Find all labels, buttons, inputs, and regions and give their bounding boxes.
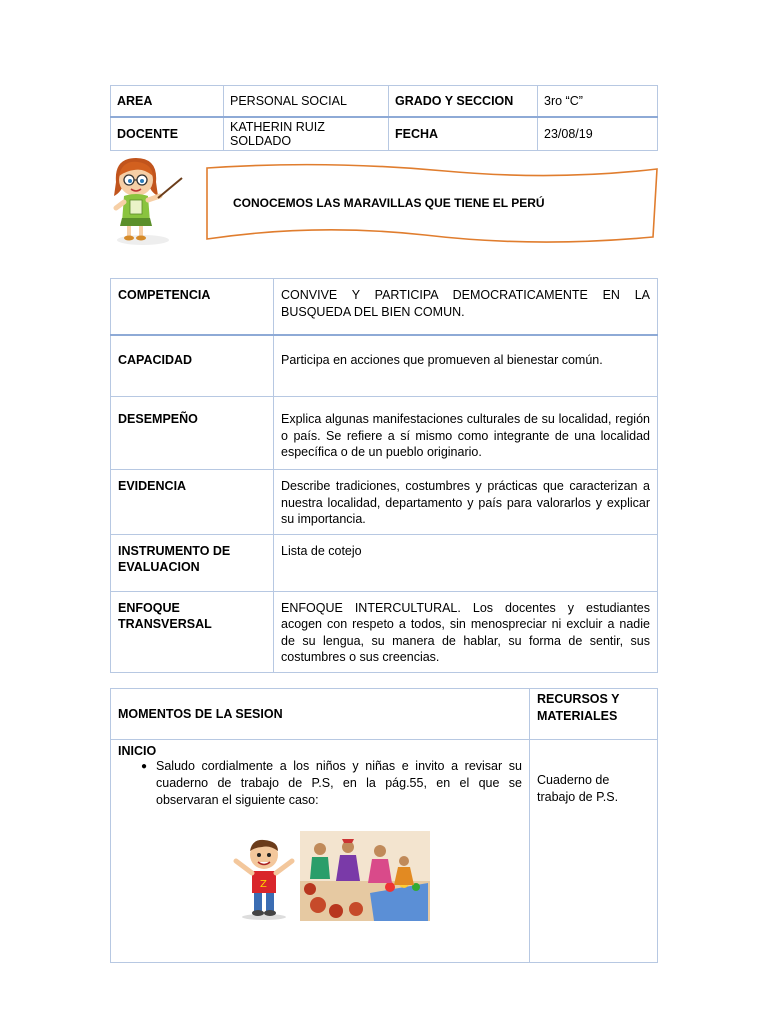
boy-cartoon-illustration	[232, 835, 296, 921]
table-row	[111, 740, 658, 963]
row-label: CAPACIDAD	[111, 335, 274, 397]
row-label: ENFOQUE TRANSVERSAL	[111, 591, 274, 672]
area-value: PERSONAL SOCIAL	[224, 86, 389, 118]
teacher-illustration	[100, 152, 186, 248]
header-table	[110, 85, 658, 151]
fecha-value: 23/08/19	[538, 117, 658, 151]
table-row	[111, 470, 658, 535]
grado-label: GRADO Y SECCION	[389, 86, 538, 118]
area-label: AREA	[111, 86, 224, 118]
row-value: Lista de cotejo	[274, 534, 658, 591]
competency-table	[110, 278, 658, 673]
resources-text: Cuaderno de trabajo de P.S.	[537, 773, 619, 804]
resources-cell	[530, 740, 658, 963]
table-row	[111, 335, 658, 397]
row-value: Explica algunas manifestaciones culturales de su localidad, región o país. Se refiere a sí mismo como integrante de una localidad específica o de un pueblo originario.	[274, 397, 658, 470]
fecha-label: FECHA	[389, 117, 538, 151]
row-label: COMPETENCIA	[111, 279, 274, 336]
table-row	[111, 534, 658, 591]
moments-cell	[111, 740, 530, 963]
row-value: ENFOQUE INTERCULTURAL. Los docentes y estudiantes acogen con respeto a todos, sin menospreciar ni excluir a nadie de su lengua, su manera de hablar, su forma de sentir, sus costumbres o sus creencias.	[274, 591, 658, 672]
table-header-row	[111, 689, 658, 740]
table-row	[111, 397, 658, 470]
inicio-heading: INICIO	[118, 744, 157, 758]
row-value: CONVIVE Y PARTICIPA DEMOCRATICAMENTE EN LA BUSQUEDA DEL BIEN COMUN.	[274, 279, 658, 336]
andean-festival-illustration	[300, 831, 430, 921]
row-label: DESEMPEÑO	[111, 397, 274, 470]
moments-table	[110, 688, 658, 963]
row-label: INSTRUMENTO DE EVALUACION	[111, 534, 274, 591]
table-row	[111, 279, 658, 336]
row-value: Participa en acciones que promueven al bienestar común.	[274, 335, 658, 397]
resources-header: RECURSOS Y MATERIALES	[530, 689, 658, 740]
grado-value: 3ro “C”	[538, 86, 658, 118]
row-value: Describe tradiciones, costumbres y prácticas que caracterizan a nuestra localidad, departamento y país para valorarlos y explicar su importancia.	[274, 470, 658, 535]
moments-header: MOMENTOS DE LA SESION	[111, 689, 530, 740]
list-item	[118, 758, 522, 809]
row-label: EVIDENCIA	[111, 470, 274, 535]
case-images	[232, 831, 522, 921]
session-title: CONOCEMOS LAS MARAVILLAS QUE TIENE EL PERÚ	[233, 196, 545, 210]
table-row	[111, 591, 658, 672]
docente-label: DOCENTE	[111, 117, 224, 151]
svg-text:Z: Z	[260, 879, 267, 890]
docente-value: KATHERIN RUIZ SOLDADO	[224, 117, 389, 151]
inicio-bullet-text: Saludo cordialmente a los niños y niñas e invito a revisar su cuaderno de trabajo de P.S, en la pág.55, en el que se observaran el siguiente caso:	[156, 759, 522, 807]
bullet-icon: ●	[140, 761, 148, 772]
